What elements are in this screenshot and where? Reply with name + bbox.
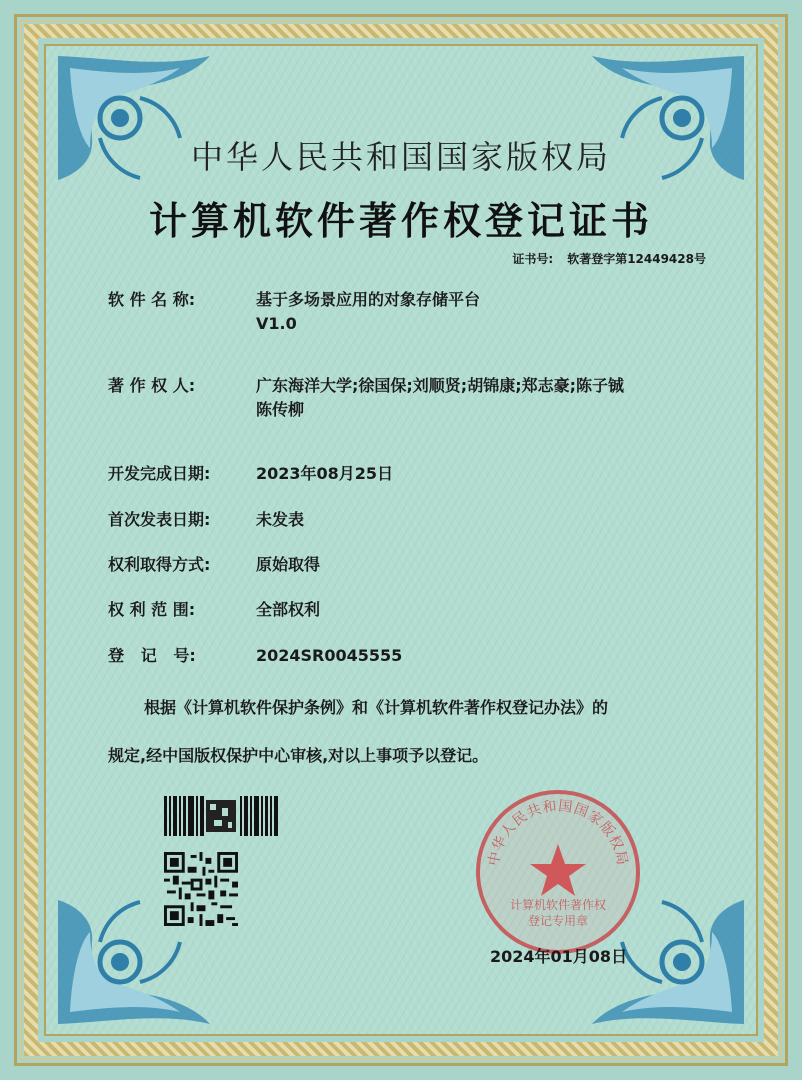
qr-code-icon xyxy=(164,852,238,926)
statement-line-1: 根据《计算机软件保护条例》和《计算机软件著作权登记办法》的 xyxy=(144,698,609,717)
field-label: 开发完成日期: xyxy=(108,464,211,483)
official-seal-icon xyxy=(472,786,644,958)
field-label: 登 记 号: xyxy=(108,646,196,665)
field-value: 未发表 xyxy=(256,510,305,529)
issuer-title: 中华人民共和国国家版权局 xyxy=(190,138,611,176)
field-value xyxy=(256,374,726,422)
certificate-number xyxy=(512,250,706,267)
certificate-number-value: 软著登字第12449428号 xyxy=(567,252,706,266)
issue-date: 2024年01月08日 xyxy=(490,947,628,966)
field-label: 软 件 名 称: xyxy=(108,290,196,309)
barcode-icon xyxy=(164,796,280,836)
field-completion-date xyxy=(108,462,394,486)
software-version-value: V1.0 xyxy=(256,314,297,333)
field-label: 权利取得方式: xyxy=(108,555,211,574)
field-label: 首次发表日期: xyxy=(108,510,211,529)
field-software-name xyxy=(108,288,481,333)
field-acquisition xyxy=(108,553,321,577)
field-value: 全部权利 xyxy=(256,600,321,619)
certificate-title: 计算机软件著作权登记证书 xyxy=(148,198,653,243)
field-registration-number xyxy=(108,644,403,668)
field-copyright-owner xyxy=(108,374,624,419)
field-rights-scope xyxy=(108,598,321,622)
seal-center-line-2: 登记专用章 xyxy=(527,914,588,928)
field-publish-date xyxy=(108,508,305,532)
software-name-value: 基于多场景应用的对象存储平台 xyxy=(256,290,481,309)
field-value: 原始取得 xyxy=(256,555,321,574)
certificate-number-label: 证书号: xyxy=(512,252,554,266)
seal-center-line-1: 计算机软件著作权 xyxy=(509,898,606,912)
field-value: 2023年08月25日 xyxy=(256,464,394,483)
seal-ring-text: 中华人民共和国国家版权局 xyxy=(485,798,631,868)
field-label: 权 利 范 围: xyxy=(108,600,196,619)
field-value: 2024SR0045555 xyxy=(256,646,403,665)
statement-line-2: 规定,经中国版权保护中心审核,对以上事项予以登记。 xyxy=(108,746,489,765)
owners-value: 广东海洋大学;徐国保;刘顺贤;胡锦康;郑志豪;陈子铖 xyxy=(256,376,624,395)
field-label: 著 作 权 人: xyxy=(108,376,196,395)
owners-value-cont: 陈传柳 xyxy=(256,400,305,419)
field-value xyxy=(256,288,726,336)
